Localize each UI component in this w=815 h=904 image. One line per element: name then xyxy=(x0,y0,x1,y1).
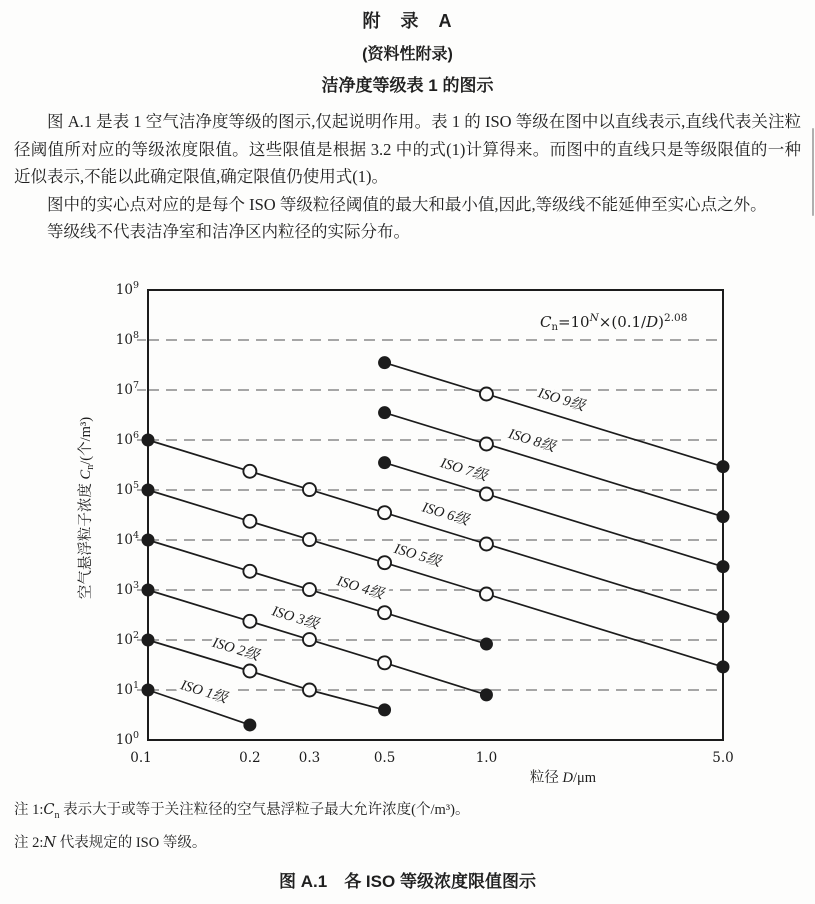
note-1-subscript: n xyxy=(54,809,60,821)
intermediate-dot xyxy=(480,587,493,600)
label-ISO 6级: ISO 6级 xyxy=(420,499,471,529)
endpoint-dot xyxy=(480,638,492,650)
notes-block xyxy=(14,800,801,854)
intermediate-dot xyxy=(303,683,316,696)
svg-text:107: $10^7$ xyxy=(115,379,139,398)
label-ISO 3级: ISO 3级 xyxy=(269,602,321,633)
endpoint-dot xyxy=(244,718,256,730)
intermediate-dot xyxy=(303,583,316,596)
intermediate-dot xyxy=(480,487,493,500)
label-ISO 8级: ISO 8级 xyxy=(506,425,557,455)
endpoint-dot xyxy=(379,456,391,468)
note-2-variable: N xyxy=(43,835,57,852)
svg-text:0.5: 0.5 xyxy=(373,749,396,766)
intermediate-dot xyxy=(243,664,256,677)
svg-text:101: $10^1$ xyxy=(115,679,139,698)
intermediate-dot xyxy=(303,483,316,496)
intermediate-dot xyxy=(243,464,256,477)
intermediate-dot xyxy=(243,564,256,577)
endpoint-dot xyxy=(379,356,391,368)
svg-text:100: $10^0$ xyxy=(115,729,139,748)
label-ISO 9级: ISO 9级 xyxy=(535,384,587,414)
x-axis-tick-labels xyxy=(130,750,733,766)
class-limit-lines xyxy=(148,362,723,724)
line-ISO 3级 xyxy=(148,590,486,695)
svg-text:0.3: 0.3 xyxy=(298,749,321,766)
endpoint-dot xyxy=(142,634,154,646)
svg-text:5.0: 5.0 xyxy=(712,749,734,766)
note-1-variable: C xyxy=(43,801,55,818)
paragraph-2: 图中的实心点对应的是每个 ISO 等级粒径阈值的最大和最小值,因此,等级线不能延伸至实心点之外。 xyxy=(47,194,767,214)
intermediate-dot xyxy=(303,633,316,646)
svg-text:104: $10^4$ xyxy=(115,529,139,548)
x-axis-title: 粒径 D/μm xyxy=(529,769,597,786)
body-text xyxy=(14,108,801,246)
svg-text:109: $10^9$ xyxy=(115,279,139,298)
endpoint-dot xyxy=(142,434,154,446)
class-formula: $C_n=10^N\times(0.1/D)^{2.08}$ xyxy=(540,311,688,333)
endpoint-dot xyxy=(142,484,154,496)
scan-artifact-line xyxy=(812,128,814,216)
label-ISO 2级: ISO 2级 xyxy=(210,634,261,664)
intermediate-dot xyxy=(378,606,391,619)
svg-text:空气悬浮粒子浓度 Cn/(个/m³): 空气悬浮粒子浓度 $C_n/$(个/m³) xyxy=(78,416,96,599)
appendix-heading: 洁净度等级表 1 的图示 xyxy=(321,76,494,95)
y-axis-tick-labels xyxy=(116,280,139,748)
label-ISO 4级: ISO 4级 xyxy=(334,572,386,603)
appendix-header xyxy=(0,0,815,96)
intermediate-dot xyxy=(243,514,256,527)
svg-text:106: $10^6$ xyxy=(115,429,139,448)
class-limit-points xyxy=(142,356,729,730)
note-1-label: 注 1: xyxy=(14,801,44,818)
appendix-subtitle: (资料性附录) xyxy=(362,46,453,63)
intermediate-dot xyxy=(378,556,391,569)
endpoint-dot xyxy=(480,688,492,700)
intermediate-dot xyxy=(378,506,391,519)
endpoint-dot xyxy=(717,660,729,672)
line-ISO 6级 xyxy=(148,440,723,617)
note-1 xyxy=(14,800,801,826)
intermediate-dot xyxy=(243,614,256,627)
svg-text:0.1: 0.1 xyxy=(130,749,152,766)
note-2-label: 注 2: xyxy=(14,835,44,852)
svg-text:0.2: 0.2 xyxy=(239,749,261,766)
paragraph-1: 图 A.1 是表 1 空气洁净度等级的图示,仅起说明作用。表 1 的 ISO 等级在图中以直线表示,直线代表关注粒径阈值所对应的等级浓度限值。这些限值是根据 3.2 中的式(1)计算得来。而图中的直线只是等级限值的一种近似表示,不能以此确定限值,确定限值仍使用式(1)。 xyxy=(14,112,801,186)
svg-text:108: $10^8$ xyxy=(115,329,139,348)
label-ISO 5级: ISO 5级 xyxy=(392,540,443,570)
endpoint-dot xyxy=(379,406,391,418)
svg-text:102: $10^2$ xyxy=(115,629,139,648)
endpoint-dot xyxy=(142,534,154,546)
figure-caption: 图 A.1 各 ISO 等级浓度限值图示 xyxy=(279,872,536,892)
figure-a1-chart xyxy=(0,263,815,788)
intermediate-dot xyxy=(378,656,391,669)
intermediate-dot xyxy=(303,533,316,546)
endpoint-dot xyxy=(717,610,729,622)
endpoint-dot xyxy=(379,703,391,715)
label-ISO 1级: ISO 1级 xyxy=(178,676,230,707)
paragraph-3: 等级线不代表洁净室和洁净区内粒径的实际分布。 xyxy=(47,222,410,241)
endpoint-dot xyxy=(717,460,729,472)
line-ISO 2级 xyxy=(148,640,385,710)
endpoint-dot xyxy=(142,584,154,596)
svg-text:105: $10^5$ xyxy=(115,479,139,498)
note-1-text: 表示大于或等于关注粒径的空气悬浮粒子最大允许浓度(个/m³)。 xyxy=(59,801,470,818)
note-2 xyxy=(14,833,801,853)
svg-text:103: $10^3$ xyxy=(115,579,139,598)
intermediate-dot xyxy=(480,437,493,450)
intermediate-dot xyxy=(480,537,493,550)
label-ISO 7级: ISO 7级 xyxy=(438,454,489,484)
line-ISO 9级 xyxy=(385,362,723,466)
line-ISO 8级 xyxy=(385,412,723,516)
endpoint-dot xyxy=(717,560,729,572)
endpoint-dot xyxy=(717,510,729,522)
iso-class-concentration-chart xyxy=(0,263,815,788)
intermediate-dot xyxy=(480,387,493,400)
appendix-title: 附 录 A xyxy=(362,11,453,31)
svg-text:1.0: 1.0 xyxy=(475,749,498,766)
endpoint-dot xyxy=(142,684,154,696)
y-axis-title xyxy=(76,416,96,598)
note-2-text: 代表规定的 ISO 等级。 xyxy=(56,835,207,852)
